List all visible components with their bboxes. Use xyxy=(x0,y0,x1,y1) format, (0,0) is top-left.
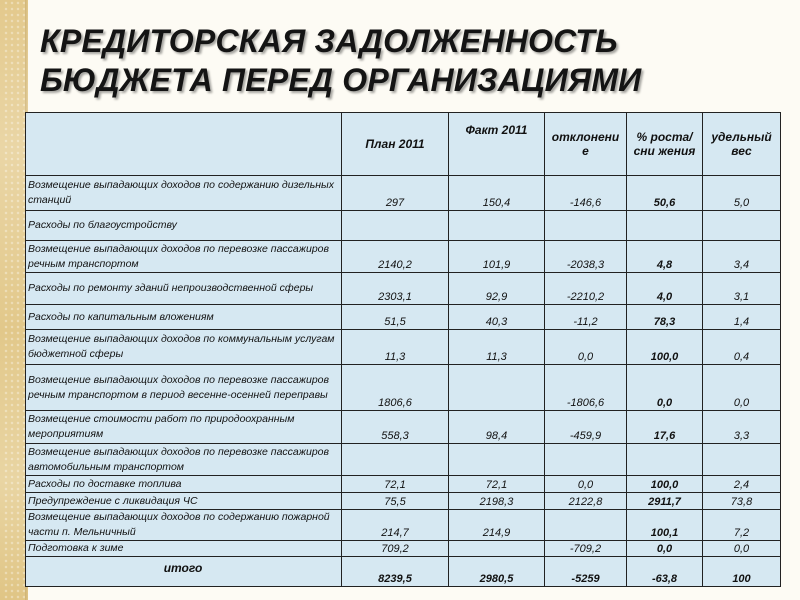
row-share: 2,4 xyxy=(703,476,781,493)
row-name: Возмещение выпадающих доходов по содержанию дизельных станций xyxy=(26,176,342,211)
row-percent: 4,8 xyxy=(627,241,703,273)
row-name: Возмещение выпадающих доходов по содержанию пожарной части п. Мельничный xyxy=(26,510,342,541)
row-plan: 75,5 xyxy=(342,493,449,510)
row-fact: 40,3 xyxy=(449,305,545,330)
total-name: итого xyxy=(26,557,342,587)
row-name: Возмещение выпадающих доходов по перевозке пассажиров речным транспортом xyxy=(26,241,342,273)
total-percent: -63,8 xyxy=(627,557,703,587)
row-plan: 2140,2 xyxy=(342,241,449,273)
row-deviation: 2122,8 xyxy=(545,493,627,510)
row-deviation: 0,0 xyxy=(545,330,627,365)
row-plan: 1806,6 xyxy=(342,365,449,411)
row-plan: 214,7 xyxy=(342,510,449,541)
table-row xyxy=(26,476,781,493)
header-percent: % роста/сни жения xyxy=(627,113,703,176)
data-table xyxy=(25,112,781,587)
row-share: 5,0 xyxy=(703,176,781,211)
table-row xyxy=(26,305,781,330)
row-deviation: -1806,6 xyxy=(545,365,627,411)
row-fact: 214,9 xyxy=(449,510,545,541)
table-row xyxy=(26,330,781,365)
row-deviation xyxy=(545,211,627,241)
title-line-2: БЮДЖЕТА ПЕРЕД ОРГАНИЗАЦИЯМИ xyxy=(40,62,642,98)
table-total-row xyxy=(26,557,781,587)
table-row xyxy=(26,411,781,444)
row-percent: 100,0 xyxy=(627,330,703,365)
row-percent: 100,1 xyxy=(627,510,703,541)
table-row xyxy=(26,444,781,476)
row-share: 3,3 xyxy=(703,411,781,444)
row-name: Расходы по ремонту зданий непроизводственной сферы xyxy=(26,273,342,305)
header-fact: Факт 2011 xyxy=(449,113,545,176)
row-percent: 2911,7 xyxy=(627,493,703,510)
row-share: 73,8 xyxy=(703,493,781,510)
row-share: 0,0 xyxy=(703,365,781,411)
table-row xyxy=(26,176,781,211)
row-deviation: -146,6 xyxy=(545,176,627,211)
row-deviation: -2038,3 xyxy=(545,241,627,273)
row-percent: 0,0 xyxy=(627,541,703,557)
row-share xyxy=(703,444,781,476)
row-name: Возмещение выпадающих доходов по коммунальным услугам бюджетной сферы xyxy=(26,330,342,365)
row-percent xyxy=(627,444,703,476)
row-plan xyxy=(342,211,449,241)
decorative-strip xyxy=(0,0,28,600)
row-fact: 101,9 xyxy=(449,241,545,273)
row-share: 3,1 xyxy=(703,273,781,305)
row-plan: 72,1 xyxy=(342,476,449,493)
row-deviation: 0,0 xyxy=(545,476,627,493)
header-deviation: отклонени е xyxy=(545,113,627,176)
row-plan xyxy=(342,444,449,476)
total-plan: 8239,5 xyxy=(342,557,449,587)
strip-pattern xyxy=(3,0,25,600)
header-share: удельный вес xyxy=(703,113,781,176)
page-title xyxy=(40,22,780,100)
row-fact: 92,9 xyxy=(449,273,545,305)
row-plan: 297 xyxy=(342,176,449,211)
row-percent xyxy=(627,211,703,241)
row-name: Возмещение выпадающих доходов по перевозке пассажиров речным транспортом в период весенне-осенней переправы xyxy=(26,365,342,411)
row-name: Расходы по доставке топлива xyxy=(26,476,342,493)
table-row xyxy=(26,493,781,510)
row-name: Расходы по капитальным вложениям xyxy=(26,305,342,330)
row-name: Возмещение выпадающих доходов по перевозке пассажиров автомобильным транспортом xyxy=(26,444,342,476)
row-name: Возмещение стоимости работ по природоохранным мероприятиям xyxy=(26,411,342,444)
total-fact: 2980,5 xyxy=(449,557,545,587)
row-deviation: -11,2 xyxy=(545,305,627,330)
row-percent: 17,6 xyxy=(627,411,703,444)
row-percent: 4,0 xyxy=(627,273,703,305)
table-header-row xyxy=(26,113,781,176)
row-plan: 558,3 xyxy=(342,411,449,444)
total-share: 100 xyxy=(703,557,781,587)
row-fact: 2198,3 xyxy=(449,493,545,510)
row-deviation: -709,2 xyxy=(545,541,627,557)
row-fact xyxy=(449,211,545,241)
header-name xyxy=(26,113,342,176)
row-share: 0,4 xyxy=(703,330,781,365)
row-share: 1,4 xyxy=(703,305,781,330)
title-line-1: КРЕДИТОРСКАЯ ЗАДОЛЖЕННОСТЬ xyxy=(40,23,618,59)
row-plan: 709,2 xyxy=(342,541,449,557)
row-share: 7,2 xyxy=(703,510,781,541)
row-name: Расходы по благоустройству xyxy=(26,211,342,241)
table-row xyxy=(26,541,781,557)
header-plan: План 2011 xyxy=(342,113,449,176)
row-fact: 98,4 xyxy=(449,411,545,444)
row-deviation: -2210,2 xyxy=(545,273,627,305)
row-name: Предупреждение с ликвидация ЧС xyxy=(26,493,342,510)
data-table-container xyxy=(25,112,780,587)
row-deviation xyxy=(545,510,627,541)
row-name: Подготовка к зиме xyxy=(26,541,342,557)
row-fact: 11,3 xyxy=(449,330,545,365)
row-plan: 11,3 xyxy=(342,330,449,365)
row-percent: 78,3 xyxy=(627,305,703,330)
row-percent: 100,0 xyxy=(627,476,703,493)
row-fact xyxy=(449,444,545,476)
row-plan: 51,5 xyxy=(342,305,449,330)
table-row xyxy=(26,273,781,305)
row-share xyxy=(703,211,781,241)
row-fact: 150,4 xyxy=(449,176,545,211)
table-row xyxy=(26,211,781,241)
row-fact xyxy=(449,365,545,411)
total-deviation: -5259 xyxy=(545,557,627,587)
row-deviation: -459,9 xyxy=(545,411,627,444)
row-percent: 50,6 xyxy=(627,176,703,211)
row-share: 3,4 xyxy=(703,241,781,273)
row-share: 0,0 xyxy=(703,541,781,557)
row-percent: 0,0 xyxy=(627,365,703,411)
row-plan: 2303,1 xyxy=(342,273,449,305)
row-fact xyxy=(449,541,545,557)
table-row xyxy=(26,365,781,411)
row-fact: 72,1 xyxy=(449,476,545,493)
table-row xyxy=(26,241,781,273)
row-deviation xyxy=(545,444,627,476)
table-row xyxy=(26,510,781,541)
